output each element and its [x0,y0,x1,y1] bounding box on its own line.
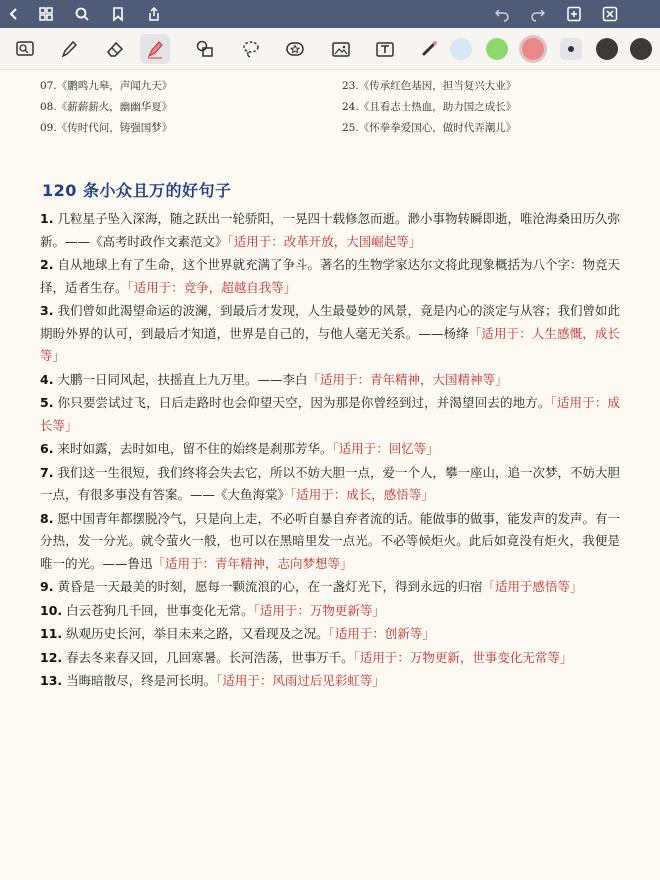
list-item [40,300,620,368]
item-number: 11. [40,626,63,641]
color-swatch-light-blue[interactable] [450,38,472,60]
sentence-list [40,208,620,694]
usage-tag: 「适用于：青年精神，大国精神等」 [307,371,508,387]
pen-size-small[interactable] [560,38,582,60]
list-item [40,438,620,461]
usage-tag: 「适用于：人生感慨，成长等」 [40,325,620,363]
usage-tag: 「适用于：回忆等」 [332,441,439,456]
bookmark-icon[interactable] [106,2,130,26]
list-item [40,600,620,623]
index-list-right [342,76,516,139]
list-item [40,208,620,253]
usage-tag: 「适用于：风雨过后见彩虹等」 [216,673,385,688]
list-item [40,462,620,507]
item-text: 你只要尝试过飞，日后走路时也会仰望天空，因为那是你曾经到过，并渴望回去的地方。 [57,395,551,410]
section-heading: 120 条小众且万的好句子 [42,181,232,200]
drawing-toolbar [0,28,660,70]
item-number: 2. [40,257,54,272]
add-page-icon[interactable] [562,2,586,26]
item-number: 10. [40,602,63,618]
item-number: 6. [40,441,54,456]
top-navigation-bar [0,0,660,28]
pen-size-large[interactable] [630,38,652,60]
list-item [40,254,620,299]
list-item [40,508,620,576]
usage-tag: 「适用于：青年精神，志向梦想等」 [152,555,353,571]
usage-tag: 「适用于：万物更新等」 [253,602,385,618]
color-swatch-red-selected[interactable] [522,38,544,60]
usage-tag: 「适用于：成长等」 [40,395,620,433]
text-icon[interactable] [370,34,400,64]
item-number: 7. [40,464,54,480]
image-icon[interactable] [326,34,356,64]
color-swatch-green[interactable] [486,38,508,60]
list-item [40,576,620,599]
lasso-read-icon[interactable] [10,34,40,64]
item-text: 来时如露，去时如电，留不住的始终是刹那芳华。 [57,441,333,456]
list-item [40,647,620,670]
item-number: 4. [40,371,54,387]
index-item: 24.《且看志士热血，助力国之成长》 [342,101,517,113]
undo-icon[interactable] [490,2,514,26]
index-item: 25.《怀拳拳爱国心，做时代弄潮儿》 [342,122,517,134]
item-text: 当晦暗散尽，终是河长明。 [66,673,217,688]
list-item [40,670,620,693]
item-number: 12. [40,649,63,665]
pen-size-medium[interactable] [596,38,618,60]
item-number: 8. [40,510,54,526]
redo-icon[interactable] [526,2,550,26]
item-number: 5. [40,395,54,410]
index-item: 09.《传时代问，铸强国梦》 [40,122,173,134]
search-icon[interactable] [70,2,94,26]
item-text: 愿中国青年都摆脱冷气，只是向上走，不必听自暴自弃者流的话。能做事的做事，能发声的发声。有一分热，发一分光。就令萤火一般，也可以在黑暗里发一点光。不必等候炬火。此后如竟没有炬火，我便是唯一的光。——鲁迅 [40,510,620,571]
laser-icon[interactable] [414,34,444,64]
index-item: 08.《薪薪薪火，幽幽华夏》 [40,101,173,113]
item-text: 我们曾如此渴望命运的波澜，到最后才发现，人生最曼妙的风景，竟是内心的淡定与从容；我们曾如此期盼外界的认可，到最后才知道，世界是自己的，与他人毫无关系。——杨绛 [40,303,620,341]
item-text: 纵观历史长河，举目未来之路，又看现及之况。 [66,626,329,641]
item-number: 3. [40,303,54,318]
index-list-left [40,76,172,139]
item-number: 13. [40,673,63,688]
item-text: 春去冬来春又回，几回寒暑。长河浩荡，世事万千。 [66,649,354,665]
index-item: 23.《传承红色基因，担当复兴大业》 [342,80,517,92]
lasso-icon[interactable] [236,34,266,64]
close-icon[interactable] [598,2,622,26]
item-number: 9. [40,579,54,594]
item-text: 白云苍狗几千回，世事变化无常。 [66,602,254,618]
usage-tag: 「适用于：万物更新，世事变化无常等」 [353,649,573,665]
usage-tag: 「适用于：竞争，超越自我等」 [127,279,297,295]
eraser-icon[interactable] [100,34,130,64]
note-page [0,70,660,880]
item-text: 几粒星子坠入深海，随之跃出一轮骄阳，一晃四十载修忽而逝。渺小事物转瞬即逝，唯沧海桑田历久弥新。——《高考时政作文素范文》 [40,211,620,249]
item-number: 1. [40,211,54,226]
usage-tag: 「适用于：创新等」 [328,626,435,641]
share-icon[interactable] [142,2,166,26]
list-item [40,392,620,437]
item-text: 黄昏是一天最美的时刻，愿每一颗流浪的心，在一盏灯光下，得到永远的归宿 [57,579,483,594]
usage-tag: 「适用于：成长，感悟等」 [290,487,434,502]
index-item: 07.《鹏鸣九皋，声闻九天》 [40,80,173,92]
highlighter-icon[interactable] [140,34,170,64]
usage-tag: 「适用于：改革开放，大国崛起等」 [227,233,422,249]
item-text: 自从地球上有了生命，这个世界就充满了争斗。著名的生物学家达尔文将此现象概括为八个字：物竞天择，适者生存。 [40,257,620,295]
list-item [40,623,620,646]
list-item [40,369,620,392]
usage-tag: 「适用于感悟等」 [482,579,583,594]
sticker-icon[interactable] [280,34,310,64]
item-text: 我们这一生很短，我们终将会失去它，所以不妨大胆一点，爱一个人，攀一座山，追一次梦，不妨大胆一点，有很多事没有答案。——《大鱼海棠》 [40,464,620,502]
pen-icon[interactable] [54,34,84,64]
grid-icon[interactable] [34,2,58,26]
back-icon[interactable] [2,2,26,26]
item-text: 大鹏一日同风起，扶摇直上九万里。——李白 [57,371,308,387]
shapes-icon[interactable] [190,34,220,64]
